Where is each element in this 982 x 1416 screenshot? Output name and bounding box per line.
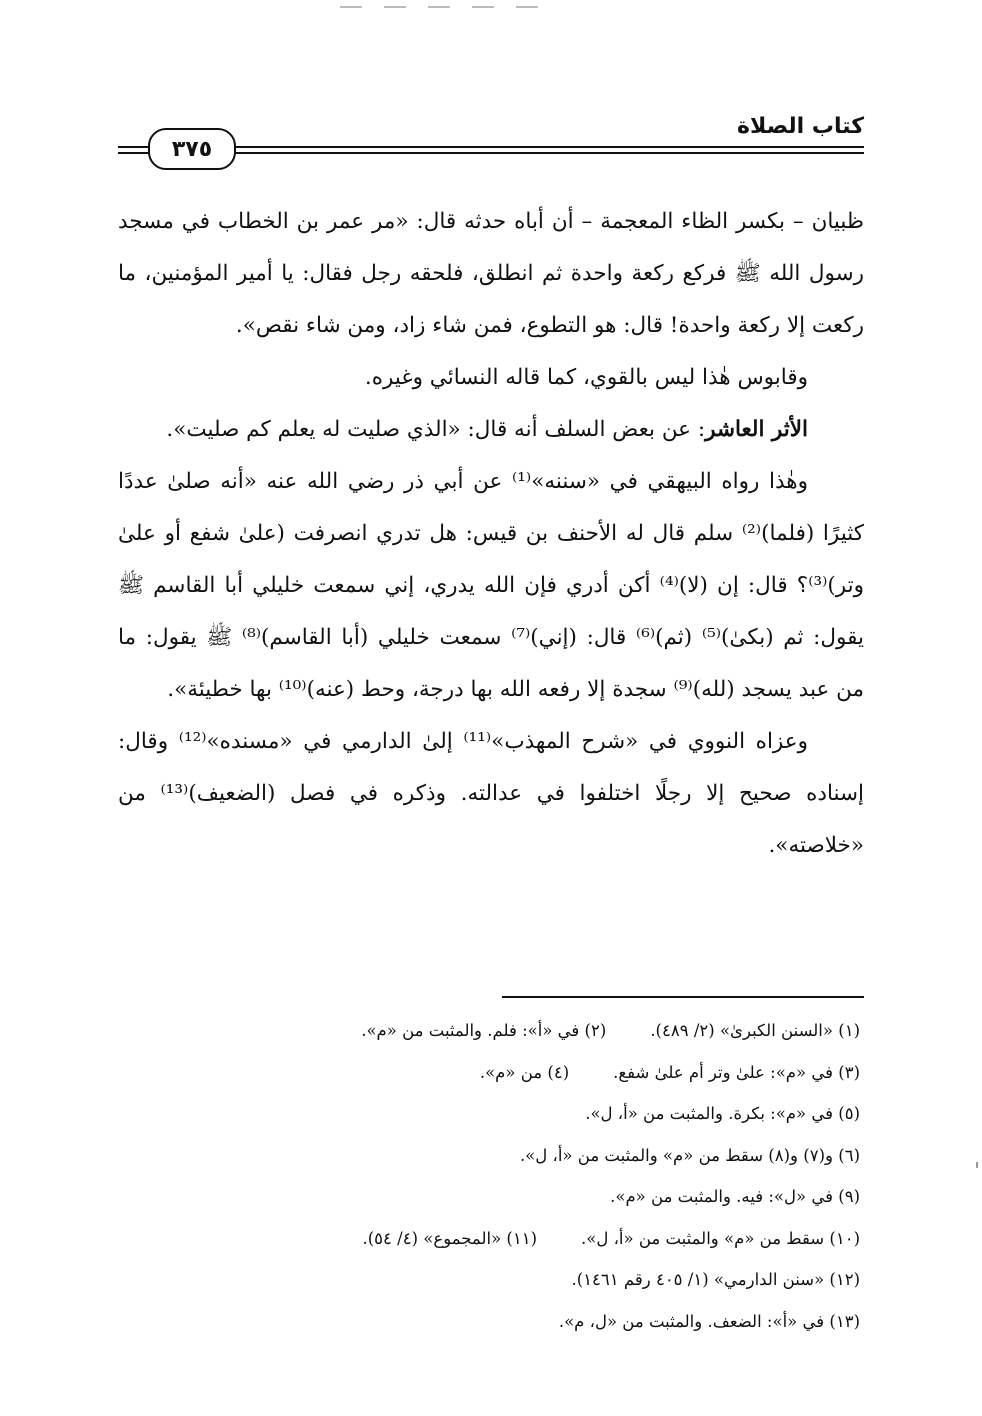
paragraph-1: ظبيان – بكسر الظاء المعجمة – أن أباه حدثه قال: «مر عمر بن الخطاب في مسجد رسول الله ﷺ فركع ركعة واحدة ثم انطلق، فلحقه رجل فقال: يا أمير المؤمنين، ما ركعت إلا ركعة واحدة! قال: هو التطوع، فمن شاء زاد، ومن شاء نقص».: [118, 209, 864, 338]
footnote-3: (٣) في «م»: علىٰ وتر أم علىٰ شفع.: [613, 1062, 860, 1082]
footnote-1: (١) «السنن الكبرىٰ» (٢/ ٤٨٩).: [650, 1021, 860, 1040]
paragraph-2: وقابوس هٰذا ليس بالقوي، كما قاله النسائي وغيره.: [364, 365, 808, 390]
footnote-row: [118, 1010, 860, 1052]
footnote-13: (١٣) في «أ»: الضعف. والمثبت من «ل، م».: [558, 1311, 860, 1331]
paragraph-4: وهٰذا رواه البيهقي في «سننه»⁽¹⁾ عن أبي ذر رضي الله عنه «أنه صلىٰ عددًا كثيرًا (فلما)⁽²⁾ سلم قال له الأحنف بن قيس: هل تدري انصرفت (علىٰ شفع أو علىٰ وتر)⁽³⁾؟ قال: إن (لا)⁽⁴⁾ أكن أدري فإن الله يدري، إني سمعت خليلي أبا القاسم ﷺ يقول: ثم (بكىٰ)⁽⁵⁾ (ثم)⁽⁶⁾ قال: (إني)⁽⁷⁾ سمعت خليلي (أبا القاسم)⁽⁸⁾ ﷺ يقول: ما من عبد يسجد (لله)⁽⁹⁾ سجدة إلا رفعه الله بها درجة، وحط (عنه)⁽¹⁰⁾ بها خطيئة».: [118, 469, 865, 702]
page-number: ٣٧٥: [148, 128, 236, 170]
footnote-12: (١٢) «سنن الدارمي» (١/ ٤٠٥ رقم ١٤٦١).: [571, 1270, 860, 1289]
footnote-row: [118, 1052, 860, 1094]
scan-mark: [976, 1162, 978, 1168]
running-title: كتاب الصلاة: [737, 114, 864, 139]
paragraph-3: [118, 404, 864, 456]
footnote-10: (١٠) سقط من «م» والمثبت من «أ، ل».: [581, 1228, 860, 1248]
footnote-row: [118, 1093, 860, 1135]
footnote-11: (١١) «المجموع» (٤/ ٥٤).: [362, 1228, 538, 1248]
footnote-row: [118, 1176, 860, 1218]
footnote-4: (٤) من «م».: [479, 1062, 570, 1082]
paragraph-5: وعزاه النووي في «شرح المهذب»⁽¹¹⁾ إلىٰ الدارمي في «مسنده»⁽¹²⁾ وقال: إسناده صحيح إلا رجلًا اختلفوا في عدالته. وذكره في فصل (الضعيف)⁽¹³⁾ من «خلاصته».: [118, 729, 864, 858]
scan-artifact: [340, 6, 540, 8]
footnote-separator: [502, 996, 864, 998]
footnotes: [118, 1010, 860, 1342]
footnote-2: (٢) في «أ»: فلم. والمثبت من «م».: [361, 1021, 607, 1040]
footnote-row: [118, 1301, 860, 1343]
paragraph-3-text: : عن بعض السلف أنه قال: «الذي صليت له يعلم كم صليت».: [166, 417, 706, 442]
footnote-6-7-8: (٦) و(٧) و(٨) سقط من «م» والمثبت من «أ، ل».: [519, 1145, 860, 1165]
athar-heading: الأثر العاشر: [705, 417, 808, 442]
footnote-row: [118, 1259, 860, 1301]
main-text: [118, 196, 864, 872]
footnote-row: [118, 1218, 860, 1260]
footnote-5: (٥) في «م»: بكرة. والمثبت من «أ، ل».: [585, 1104, 860, 1123]
footnote-9: (٩) في «ل»: فيه. والمثبت من «م».: [610, 1187, 860, 1206]
footnote-row: [118, 1135, 860, 1177]
